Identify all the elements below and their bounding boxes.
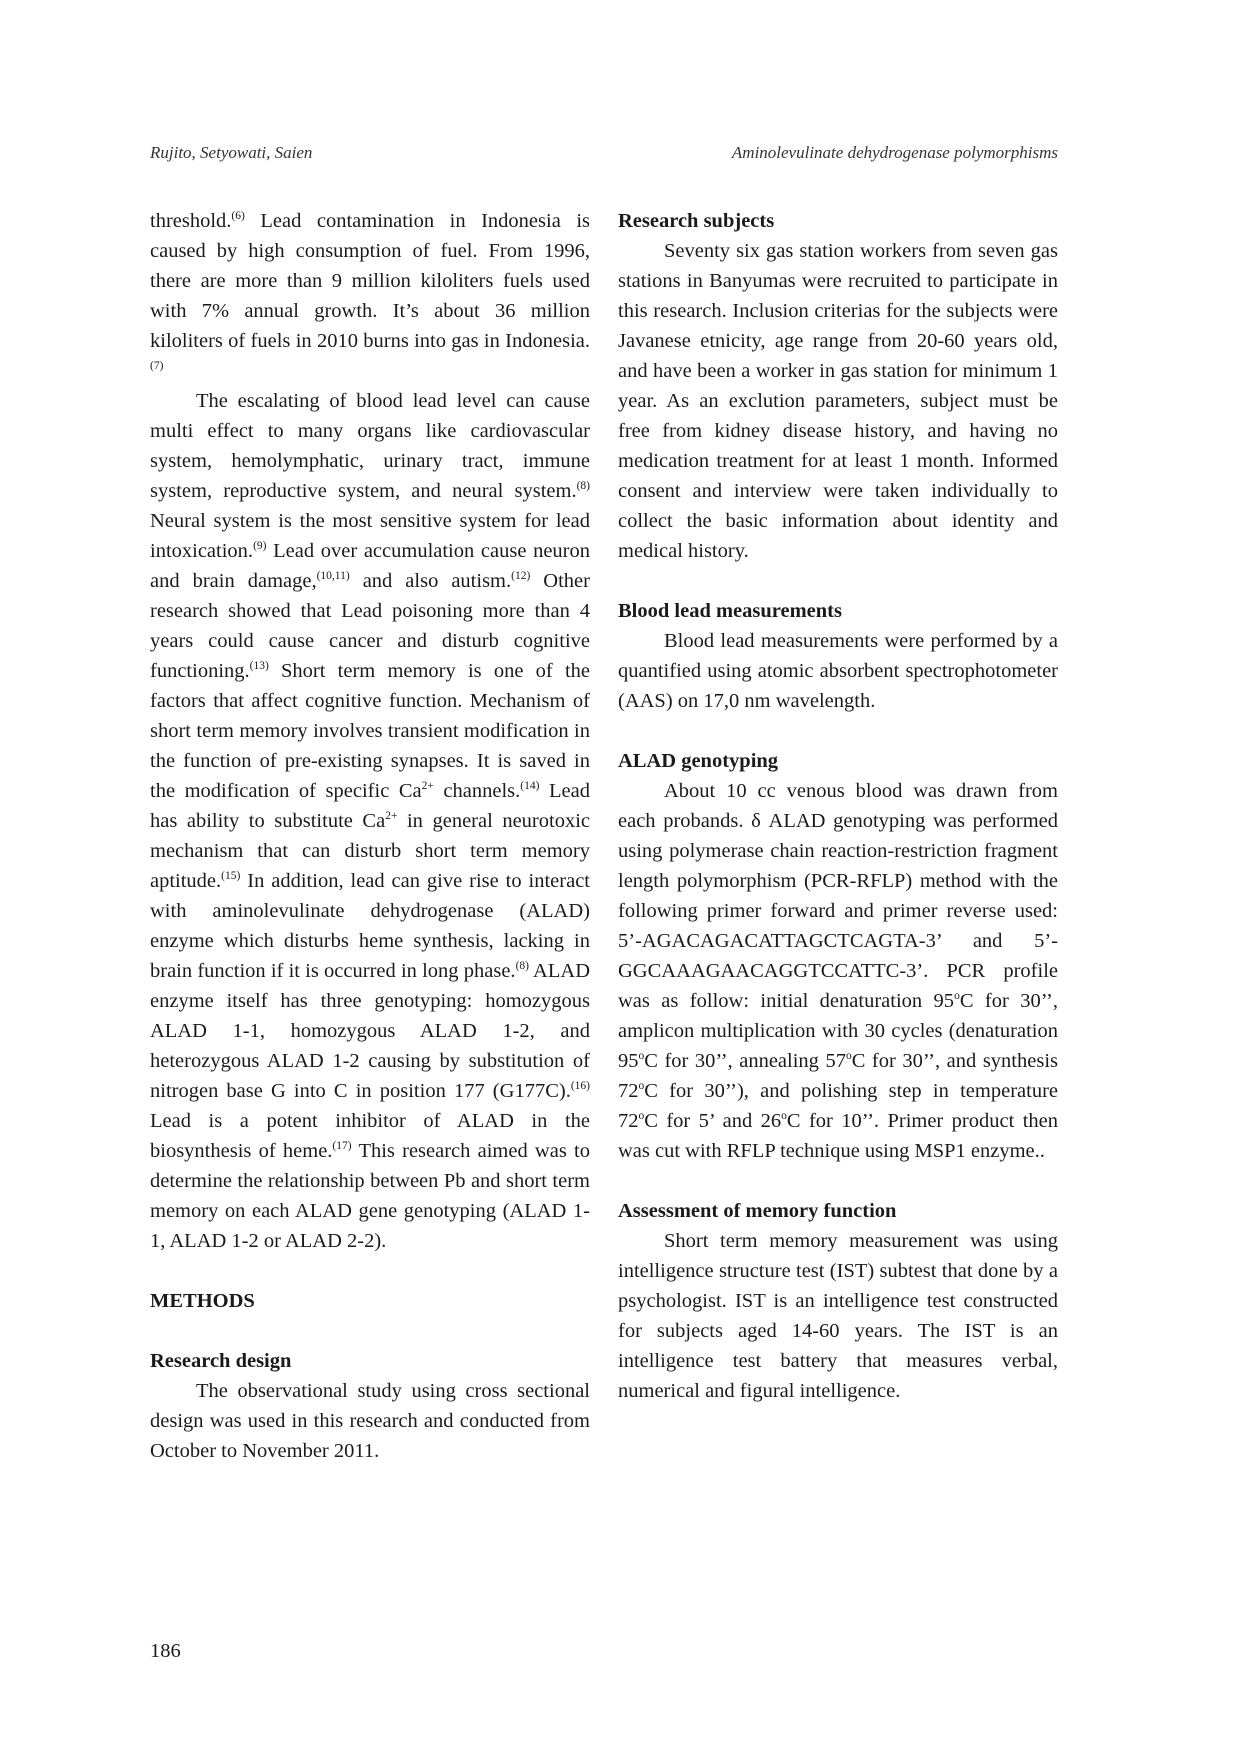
research-design-heading: Research design (150, 1350, 292, 1372)
research-subjects-paragraph: Seventy six gas station workers from seven gas stations in Banyumas were recruited to participate in this research. Inclusion criterias for the subjects were Javanese etnicity, age range from 20-60 years old, and have been a worker in gas station for minimum 1 year. As an exclution parameters, subject must be free from kidney disease history, and having no medication treatment for at least 1 month. Informed consent and interview were taken individually to collect the basic information about identity and medical history. (618, 240, 1058, 562)
citation: (13) (249, 660, 269, 672)
text-run: threshold. (150, 210, 232, 232)
page-number: 186 (150, 1640, 181, 1662)
running-head-authors: Rujito, Setyowati, Saien (150, 143, 313, 162)
superscript: 2+ (421, 780, 434, 792)
memory-assessment-paragraph: Short term memory measurement was using intelligence structure test (IST) subtest that done by a psychologist. IST is an intelligence test constructed for subjects aged 14-60 years. The IST is an intelligence test battery that measures verbal, numerical and figural intelligence. (618, 1230, 1058, 1402)
degree-sign: o (781, 1110, 787, 1122)
text-run: Lead has ability to substitute Ca (150, 780, 590, 832)
intro-paragraph-2 (150, 386, 590, 1256)
citation: (10,11) (316, 570, 350, 582)
citation: (15) (221, 870, 241, 882)
right-column (618, 206, 1058, 1406)
research-design-paragraph: The observational study using cross sectional design was used in this research and conducted from October to November 2011. (150, 1380, 590, 1462)
text-run: Neural system is the most sensitive system for lead intoxication. (150, 510, 590, 562)
degree-sign: o (845, 1050, 852, 1062)
degree-sign: o (638, 1110, 645, 1122)
text-run: Short term memory is one of the factors that affect cognitive function. Mechanism of short term memory involves transient modification in the function of pre-existing synapses. It is saved in the modification of specific Ca (150, 660, 590, 802)
citation: (17) (332, 1140, 352, 1152)
text-run: C for 30’’), and polishing step in temperature 72 (618, 1080, 1058, 1132)
text-run: C for 30’’, annealing 57 (644, 1050, 846, 1072)
alad-genotyping-paragraph (618, 776, 1058, 1166)
citation: (14) (520, 780, 540, 792)
text-run: in general neurotoxic mechanism that can disturb short term memory aptitude. (150, 810, 590, 892)
running-head-title: Aminolevulinate dehydrogenase polymorphisms (731, 143, 1058, 162)
text-run: The escalating of blood lead level can cause multi effect to many organs like cardiovascular system, hemolymphatic, urinary tract, immune system, reproductive system, and neural system. (150, 390, 590, 502)
text-run: C for 30’’, amplicon multiplication with 30 cycles (denaturation 95 (618, 990, 1058, 1072)
blood-lead-paragraph: Blood lead measurements were performed by a quantified using atomic absorbent spectrophotometer (AAS) on 17,0 nm wavelength. (618, 630, 1058, 712)
text-run: About 10 cc venous blood was drawn from each probands. δ ALAD genotyping was performed using polymerase chain reaction-restriction fragment length polymorphism (PCR-RFLP) method with the following primer forward and primer reverse used: 5’-AGACAGACATTAGCTCAGTA-3’ and 5’-GGCAAAGAACAGGTCCATTC-3’. PCR profile was as follow: initial denaturation 95 (618, 780, 1058, 1012)
citation: (6) (231, 210, 245, 222)
intro-paragraph-1 (150, 206, 590, 386)
alad-genotyping-heading: ALAD genotyping (618, 750, 779, 772)
text-run: and also autism. (349, 570, 512, 592)
superscript: 2+ (385, 810, 398, 822)
text-run: In addition, lead can give rise to interact with aminolevulinate dehydrogenase (ALAD) enzyme which disturbs heme synthesis, lacking in brain function if it is occurred in long phase. (150, 870, 590, 982)
methods-heading: METHODS (150, 1290, 255, 1312)
citation: (8) (515, 960, 529, 972)
citation: (16) (570, 1080, 590, 1092)
text-run: channels. (433, 780, 521, 802)
text-run: Lead contamination in Indonesia is caused by high consumption of fuel. From 1996, there are more than 9 million kiloliters fuels used with 7% annual growth. It’s about 36 million kiloliters of fuels in 2010 burns into gas in Indonesia. (150, 210, 590, 352)
citation: (7) (150, 360, 164, 372)
text-run: Lead is a potent inhibitor of ALAD in the biosynthesis of heme. (150, 1110, 590, 1162)
text-run: Other research showed that Lead poisoning more than 4 years could cause cancer and disturb cognitive functioning. (150, 570, 590, 682)
memory-assessment-heading: Assessment of memory function (618, 1200, 897, 1222)
text-run: C for 10’’. Primer product then was cut with RFLP technique using MSP1 enzyme.. (618, 1110, 1059, 1162)
blood-lead-heading: Blood lead measurements (618, 600, 842, 622)
text-run: This research aimed was to determine the relationship between Pb and short term memory on each ALAD gene genotyping (ALAD 1-1, ALAD 1-2 or ALAD 2-2). (150, 1140, 590, 1252)
left-column (150, 206, 590, 1466)
text-run: C for 5’ and 26 (644, 1110, 782, 1132)
text-run: C for 30’’, and synthesis 72 (618, 1050, 1058, 1102)
citation: (8) (576, 480, 590, 492)
citation: (9) (253, 540, 267, 552)
degree-sign: o (954, 990, 960, 1002)
degree-sign: o (638, 1050, 645, 1062)
degree-sign: o (638, 1080, 645, 1092)
research-subjects-heading: Research subjects (618, 210, 775, 232)
text-run: ALAD enzyme itself has three genotyping: homozygous ALAD 1-1, homozygous ALAD 1-2, and heterozygous ALAD 1-2 causing by substitution of nitrogen base G into C in position 177 (G177C). (150, 960, 590, 1102)
text-run: Lead over accumulation cause neuron and brain damage, (150, 540, 590, 592)
citation: (12) (511, 570, 531, 582)
